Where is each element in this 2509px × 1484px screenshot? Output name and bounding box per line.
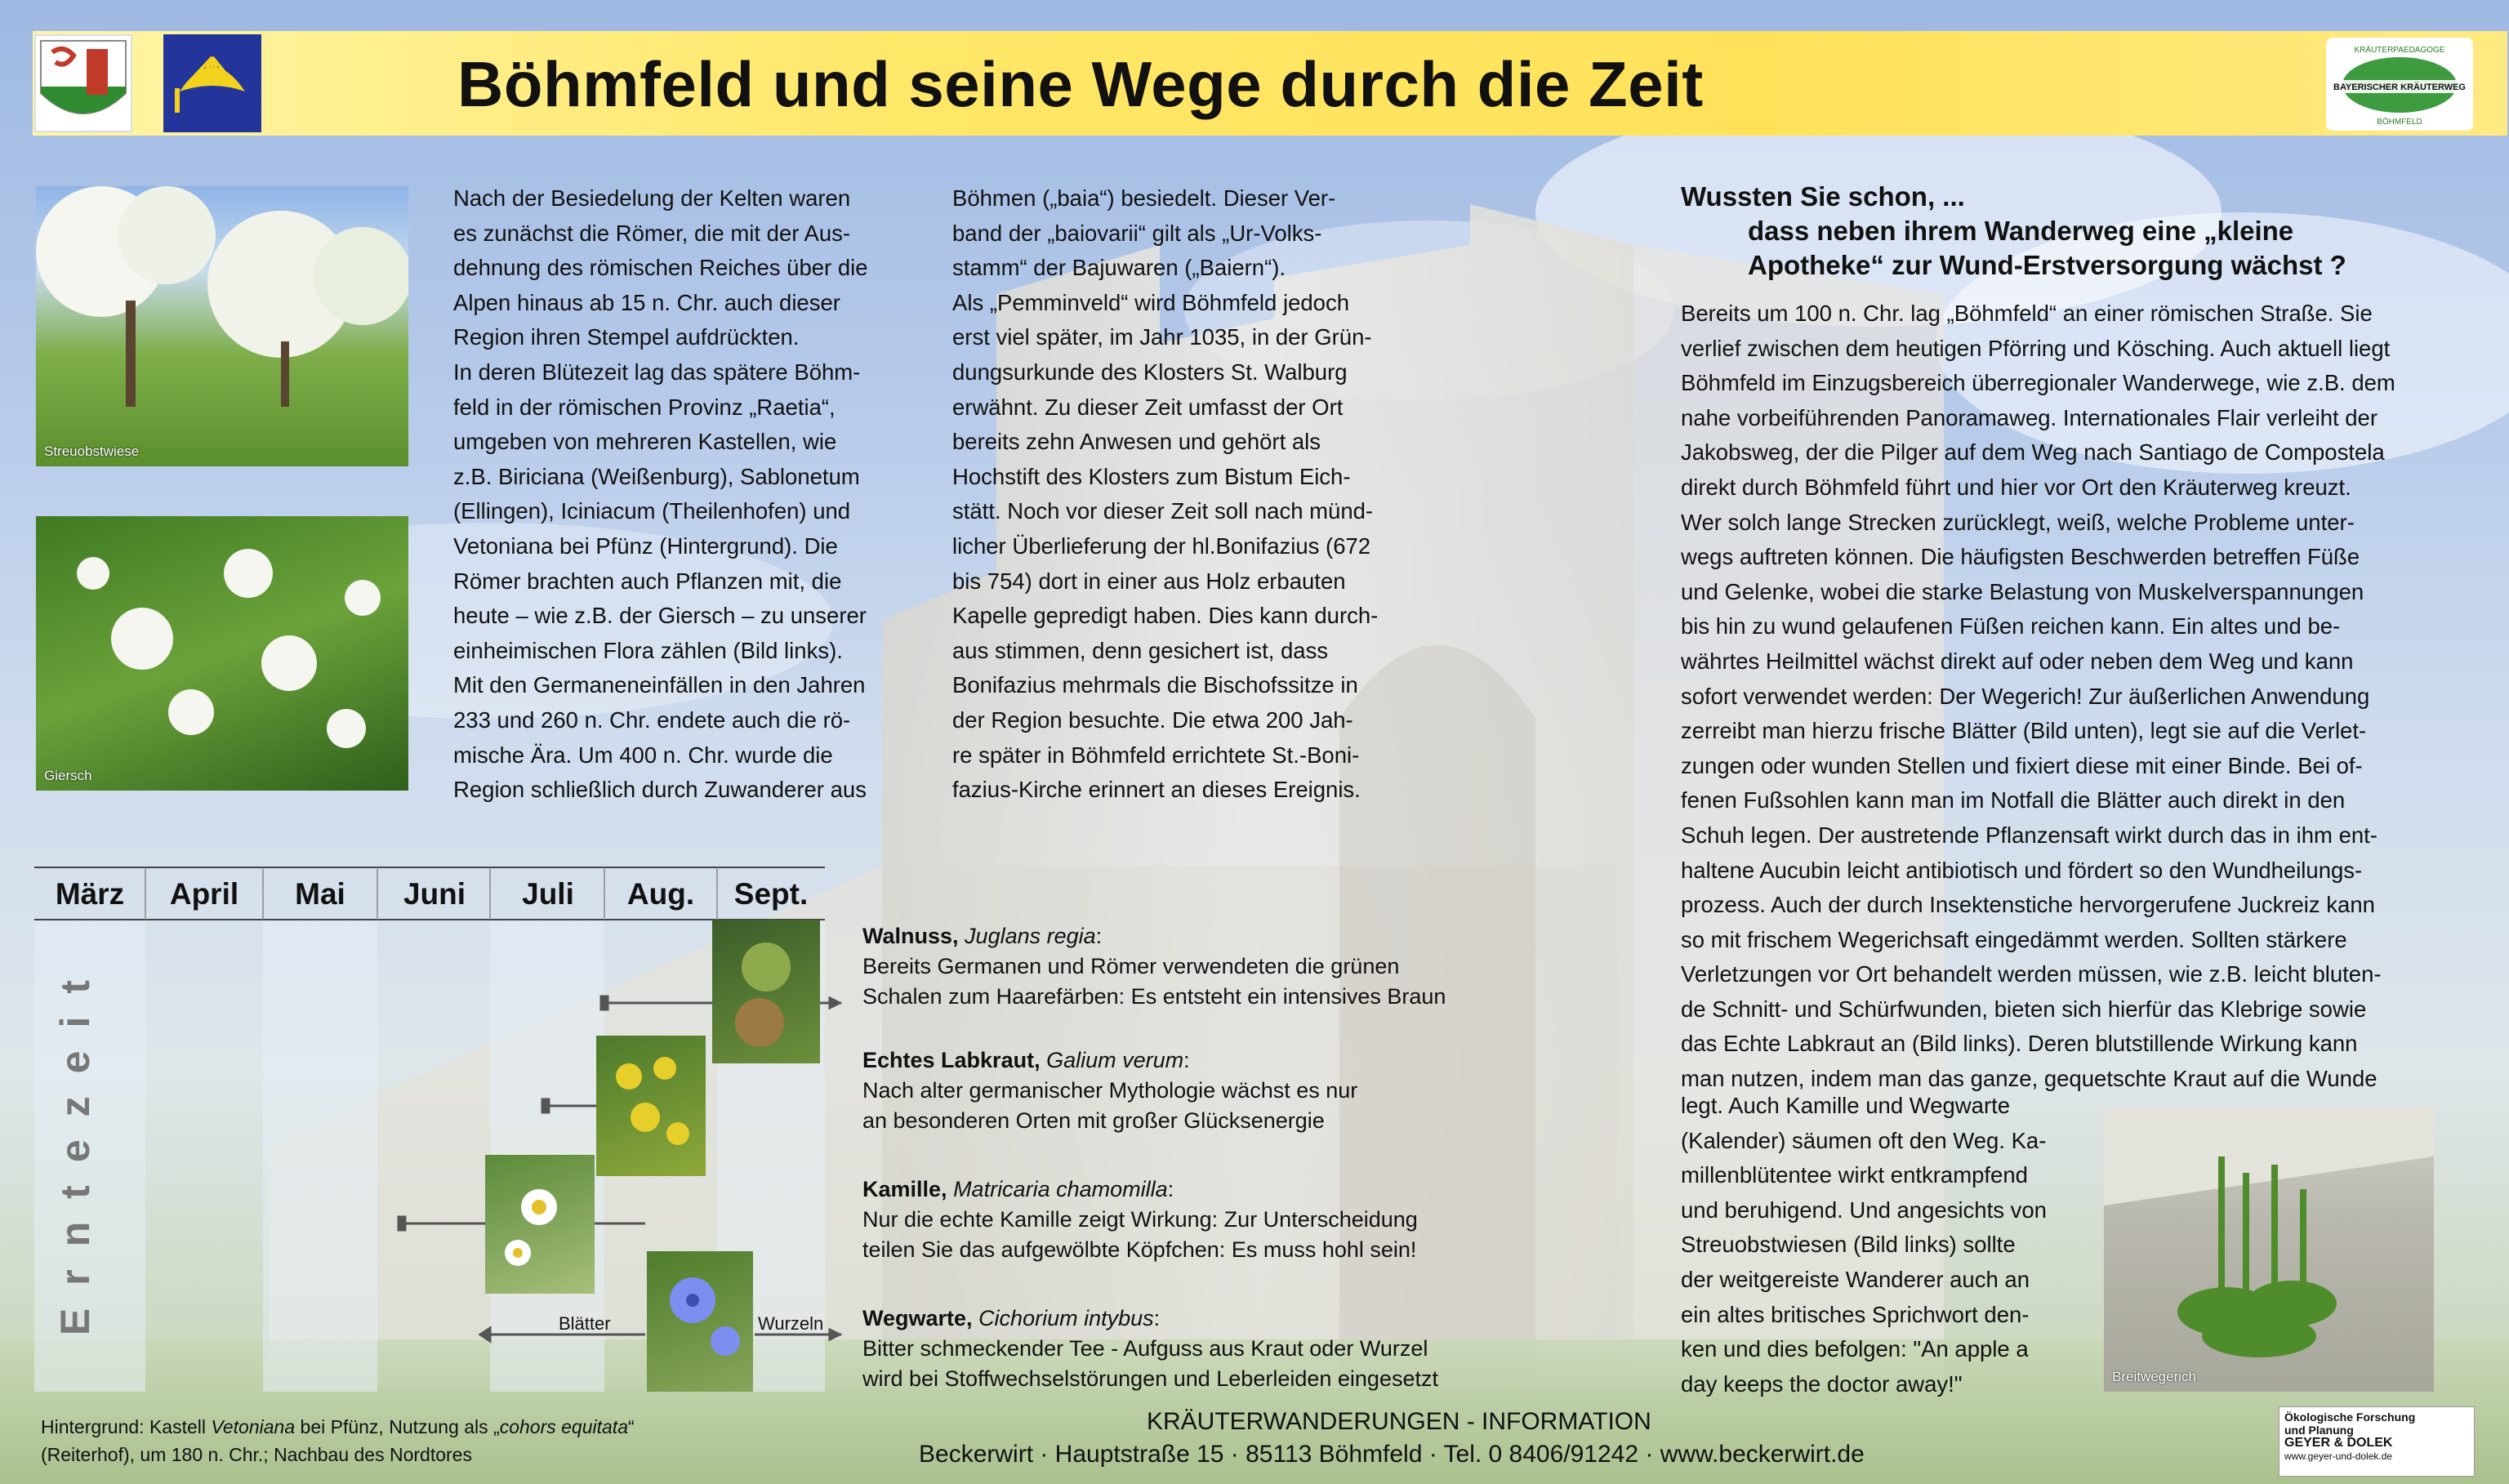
tip-line: day keeps the doctor away!"	[1681, 1370, 1963, 1397]
svg-text:KRÄUTERPAEDAGOGE: KRÄUTERPAEDAGOGE	[2354, 46, 2445, 55]
svg-text:BÖHMFELD: BÖHMFELD	[2377, 118, 2422, 127]
tip-line: sofort verwendet werden: Der Wegerich! Zur äußerlichen Anwendung	[1681, 683, 2370, 709]
tip-line: Streuobstwiesen (Bild links) sollte	[1681, 1232, 2016, 1258]
tip-line: haltene Aucubin leicht antibiotisch und fördert so den Wundheilungs-	[1681, 857, 2363, 883]
photo-labkraut	[596, 1036, 706, 1176]
month-label: Aug.	[626, 877, 695, 911]
photo-caption: Streuobstwiese	[44, 443, 140, 459]
tip-line: währtes Heilmittel wächst direkt auf oder neben dem Weg und kann	[1681, 648, 2354, 674]
page-title: Böhmfeld und seine Wege durch die Zeit	[457, 48, 1704, 120]
tip-line: de Schnitt- und Schürfwunden, bieten sich hierfür das Klebrige sowie	[1681, 996, 2367, 1022]
tip-line: (Kalender) säumen oft den Weg. Ka-	[1681, 1127, 2047, 1153]
photo-walnuss	[712, 920, 820, 1063]
tip-heading: Wussten Sie schon, ...	[1681, 181, 1965, 212]
geyer-dolek-logo: Ökologische Forschung und Planung GEYER & DOLEK www.geyer-und-dolek.de	[2279, 1406, 2475, 1477]
tip-line: millenblütentee wirkt entkrampfend	[1681, 1162, 2028, 1188]
month-label: April	[169, 877, 239, 911]
tip-line: direkt durch Böhmfeld führt und hier vor Ort den Kräuterweg kreuzt.	[1681, 474, 2351, 500]
photo-wegwarte	[647, 1251, 753, 1392]
tip-line: prozess. Auch der durch Insektenstiche hervorgerufene Juckreiz kann	[1681, 892, 2375, 918]
tip-line: wegs auftreten können. Die häufigsten Beschwerden betreffen Füße	[1681, 544, 2360, 570]
month-label: Juli	[522, 877, 574, 911]
tip-subheading: dass neben ihrem Wanderweg eine „kleine Apotheke“ zur Wund-Erstversorgung wächst ?	[1748, 216, 2346, 280]
month-label: März	[55, 877, 125, 911]
tip-line: fenen Fußsohlen kann man im Notfall die Blätter auch direkt in den	[1681, 787, 2346, 813]
plant-wegwarte: Wegwarte, Cichorium intybus: Bitter schmeckender Tee - Aufguss aus Kraut oder Wurzel wird bei Stoffwechselstörungen und Leberleiden eingesetzt	[862, 1306, 1438, 1391]
history-column-1: Nach der Besiedelung der Kelten waren es zunächst die Römer, die mit der Aus- dehnung des römischen Reiches über die Alpen hinaus ab 15 n. Chr. auch dieser Region ihren Stempel aufdrückten. In deren Blütezeit lag das spätere Böhm- feld in der römischen Provinz „Raetia“, umgeben von mehreren Kastellen, wie z.B. Biriciana (Weißenburg), Sablonetum (Ellingen), Iciniacum (Theilenhofen) und Vetoniana bei Pfünz (Hintergrund). Die Römer brachten auch Pflanzen mit, die heute – wie z.B. der Giersch – zu unserer einheimischen Flora zählen (Bild links). Mit den Germaneneinfällen in den Jahren 233 und 260 n. Chr. endete auch die rö- mische Ära. Um 400 n. Chr. wurde die Region schließlich durch Zuwanderer aus	[453, 185, 868, 803]
tip-line: man nutzen, indem man das ganze, gequetschte Kraut auf die Wunde	[1681, 1066, 2378, 1092]
tip-line: Böhmfeld im Einzugsbereich überregionaler Wanderwege, wie z.B. dem	[1681, 370, 2395, 396]
plant-labkraut: Echtes Labkraut, Galium verum: Nach alter germanischer Mythologie wächst es nur an besonderen Orten mit großer Glücksenergie	[862, 1048, 1358, 1133]
tip-line: legt. Auch Kamille und Wegwarte	[1681, 1093, 2011, 1118]
erntezeit-text: Erntezeit	[52, 957, 98, 1336]
leaves-label: Blätter	[559, 1313, 611, 1334]
plant-walnuss: Walnuss, Juglans regia: Bereits Germanen und Römer verwendeten die grünen Schalen zum Haarefärben: Es entsteht ein intensives Braun	[862, 924, 1446, 1009]
tip-line: ein altes britisches Sprichwort den-	[1681, 1301, 2030, 1327]
tip-line: und Gelenke, wobei die starke Belastung von Muskelverspannungen	[1681, 578, 2364, 604]
month-header-row	[34, 866, 825, 920]
tip-line: so mit frischem Wegerichsaft eingedämmt werden. Sollten stärkere	[1681, 926, 2347, 952]
background-credit: Hintergrund: Kastell Vetoniana bei Pfünz, Nutzung als „cohors equitata“ (Reiterhof), um 180 n. Chr.; Nachbau des Nordtores	[41, 1416, 635, 1465]
tip-line: zungen oder wunden Stellen und fixiert diese mit einer Binde. Bei of-	[1681, 752, 2363, 778]
month-label: Sept.	[733, 877, 809, 911]
month-label: Mai	[295, 877, 345, 911]
month-label: Juni	[403, 877, 466, 911]
tip-line: Wer solch lange Strecken zurücklegt, weiß, welche Probleme unter-	[1681, 509, 2355, 535]
photo-caption: Giersch	[44, 768, 92, 783]
photo-caption: Breitwegerich	[2112, 1369, 2196, 1384]
tip-line: bis hin zu wund gelaufenen Füßen reichen kann. Ein altes und be-	[1681, 613, 2341, 640]
footer-title: KRÄUTERWANDERUNGEN - INFORMATION	[1147, 1408, 1651, 1435]
history-column-2: Böhmen („baia“) besiedelt. Dieser Ver- band der „baiovarii“ gilt als „Ur-Volks- stamm“ der Bajuwaren („Baiern“). Als „Pemminveld“ wird Böhmfeld jedoch erst viel später, im Jahr 1035, in der Grün- dungsurkunde des Klosters St. Walburg erwähnt. Zu dieser Zeit umfasst der Ort bereits zehn Anwesen und gehört als Hochstift des Klosters zum Bistum Eich- stätt. Noch vor dieser Zeit soll nach münd- licher Überlieferung der hl.Bonifazius (672 bis 754) dort in einer aus Holz erbauten Kapelle gepredigt haben. Dies kann durch- aus stimmen, denn gesichert ist, dass Bonifazius mehrmals die Bischofssitze in der Region besuchte. Die etwa 200 Jah- re später in Böhmfeld errichtete St.-Boni- fazius-Kirche erinnert an dieses Ereignis.	[952, 185, 1379, 803]
tip-line: nahe vorbeiführenden Panoramaweg. Internationales Flair verleiht der	[1681, 404, 2378, 430]
tip-line: der weitgereiste Wanderer auch an	[1681, 1266, 2030, 1292]
tip-line: Schuh legen. Der austretende Pflanzensaft wirkt durch das in ihm ent-	[1681, 822, 2378, 848]
roots-label: Wurzeln	[758, 1313, 824, 1334]
erntezeit-vertical-label	[51, 957, 100, 1335]
tip-line: ken und dies befolgen: "An apple a	[1681, 1336, 2029, 1362]
tip-line: das Echte Labkraut an (Bild links). Deren blutstillende Wirkung kann	[1681, 1031, 2358, 1057]
tip-line: Verletzungen vor Ort behandelt werden müssen, wie z.B. leicht bluten-	[1681, 961, 2382, 987]
svg-text:BAYERISCHER KRÄUTERWEG: BAYERISCHER KRÄUTERWEG	[2333, 82, 2466, 92]
tip-line: verlief zwischen dem heutigen Pförring und Kösching. Auch aktuell liegt	[1681, 335, 2391, 361]
tip-line: Jakobsweg, der die Pilger auf dem Weg nach Santiago de Compostela	[1681, 439, 2385, 466]
tip-line: und beruhigend. Und angesichts von	[1681, 1197, 2047, 1223]
photo-kamille	[485, 1155, 595, 1294]
footer-address: Beckerwirt · Hauptstraße 15 · 85113 Böhmfeld · Tel. 0 8406/91242 · www.beckerwirt.de	[919, 1441, 1865, 1468]
tip-line: Bereits um 100 n. Chr. lag „Böhmfeld“ an einer römischen Straße. Sie	[1681, 301, 2373, 326]
tip-line: zerreibt man hierzu frische Blätter (Bild unten), legt sie auf die Verlet-	[1681, 718, 2367, 744]
plant-kamille: Kamille, Matricaria chamomilla: Nur die echte Kamille zeigt Wirkung: Zur Unterscheidung teilen Sie das aufgewölbte Köpfchen: Es muss hohl sein!	[862, 1177, 1418, 1262]
